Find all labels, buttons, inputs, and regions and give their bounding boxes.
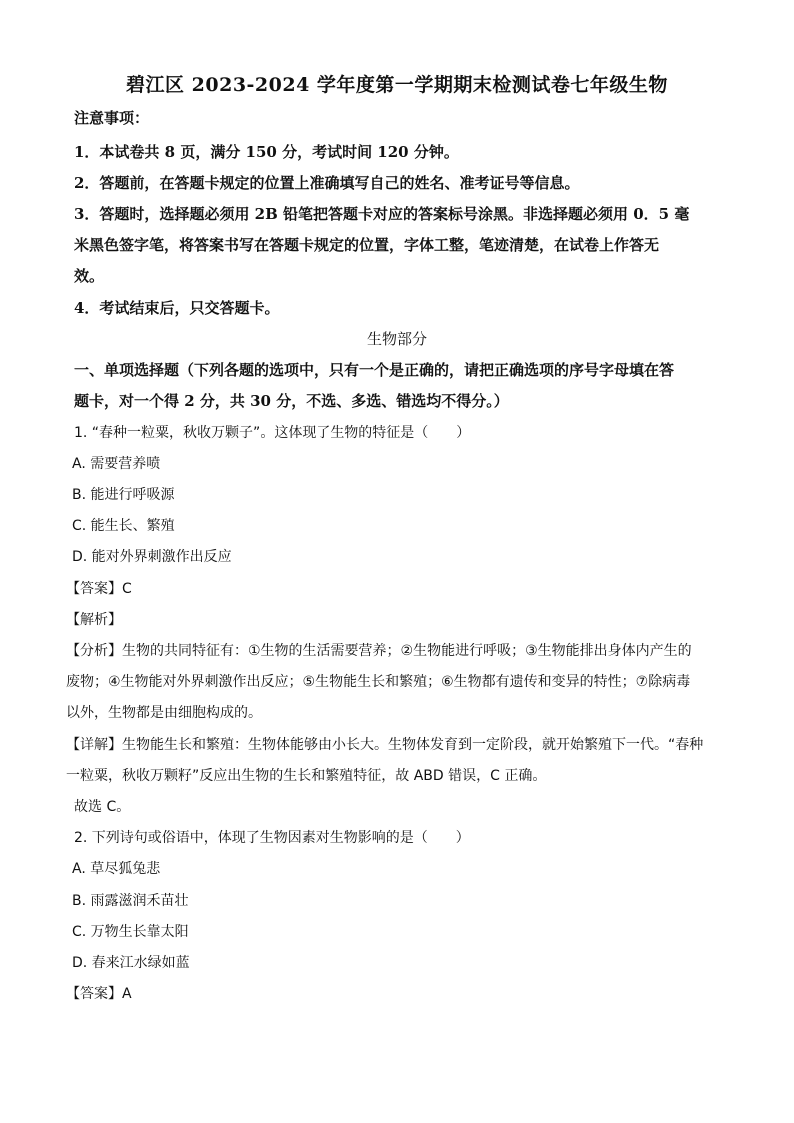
question-1-fenxi-2: 废物；④生物能对外界刺激作出反应；⑤生物能生长和繁殖；⑥生物都有遗传和变异的特性；⑦除病毒 — [66, 674, 691, 690]
notice-item-3-end: 效。 — [74, 267, 105, 285]
section-title: 生物部分 — [366, 330, 427, 348]
notice-item-2: 2．答题前，在答题卡规定的位置上准确填写自己的姓名、准考证号等信息。 — [74, 174, 580, 192]
question-2-option-d: D. 春来江水绿如蓝 — [72, 955, 190, 971]
question-1-option-d: D. 能对外界刺激作出反应 — [72, 549, 232, 565]
question-1-conclusion: 故选 C。 — [74, 799, 131, 815]
part-one-heading-cont: 题卡，对一个得 2 分，共 30 分，不选、多选、错选均不得分。） — [74, 392, 509, 410]
question-1-stem: 1. “春种一粒粟，秋收万颗子”。这体现了生物的特征是（ ） — [74, 425, 471, 441]
question-1-answer: 【答案】C — [66, 581, 132, 597]
notice-heading: 注意事项： — [74, 109, 150, 127]
question-2-option-c: C. 万物生长靠太阳 — [72, 924, 189, 940]
question-2-answer: 【答案】A — [66, 986, 132, 1002]
question-1-option-c: C. 能生长、繁殖 — [72, 518, 175, 534]
notice-item-4: 4．考试结束后，只交答题卡。 — [74, 299, 280, 317]
question-1-xiangjie-2: 一粒粟，秋收万颗籽”反应出生物的生长和繁殖特征，故 ABD 错误，C 正确。 — [66, 768, 547, 784]
notice-item-1: 1．本试卷共 8 页，满分 150 分，考试时间 120 分钟。 — [74, 143, 459, 161]
question-2-option-b: B. 雨露滋润禾苗壮 — [72, 893, 189, 909]
question-2-option-a: A. 草尽狐兔悲 — [72, 861, 161, 877]
question-1-option-a: A. 需要营养喷 — [72, 456, 161, 472]
question-2-stem: 2. 下列诗句或俗语中，体现了生物因素对生物影响的是（ ） — [74, 830, 470, 846]
page-title: 碧江区 2023-2024 学年度第一学期期末检测试卷七年级生物 — [126, 74, 668, 96]
notice-item-3: 3．答题时，选择题必须用 2B 铅笔把答题卡对应的答案标号涂黑。非选择题必须用 0．5 毫 — [74, 205, 690, 223]
question-1-fenxi-1: 【分析】生物的共同特征有：①生物的生活需要营养；②生物能进行呼吸；③生物能排出身体内产生的 — [66, 643, 692, 659]
question-1-analysis-label: 【解析】 — [66, 612, 122, 628]
question-1-fenxi-3: 以外，生物都是由细胞构成的。 — [66, 705, 262, 721]
notice-item-3-cont: 米黑色签字笔，将答案书写在答题卡规定的位置，字体工整，笔迹清楚，在试卷上作答无 — [74, 236, 660, 254]
part-one-heading: 一、单项选择题（下列各题的选项中，只有一个是正确的，请把正确选项的序号字母填在答 — [74, 361, 675, 379]
question-1-option-b: B. 能进行呼吸源 — [72, 487, 175, 503]
question-1-xiangjie-1: 【详解】生物能生长和繁殖：生物体能够由小长大。生物体发育到一定阶段，就开始繁殖下一代。“春种 — [66, 737, 704, 753]
